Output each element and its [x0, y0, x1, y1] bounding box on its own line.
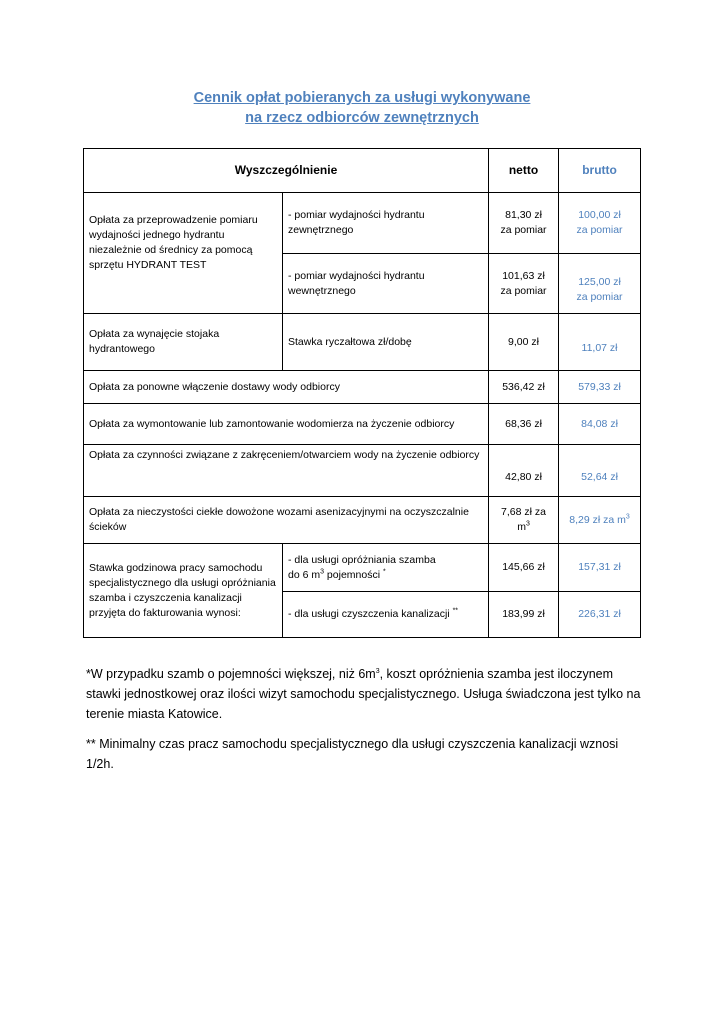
hydrant-external-brutto: [559, 193, 641, 254]
samochod-sub1-line2: [288, 568, 483, 583]
footnote-1: [86, 664, 646, 724]
wodomierz-brutto: 84,08 zł: [559, 404, 641, 445]
stojak-netto: 9,00 zł: [489, 314, 559, 371]
table-row: [84, 445, 641, 497]
samochod-netto2: 183,99 zł: [489, 592, 559, 638]
samochod-sub2-label: - dla usługi czyszczenia kanalizacji: [288, 608, 453, 620]
header-brutto: brutto: [559, 149, 641, 193]
samochod-netto1: 145,66 zł: [489, 544, 559, 592]
samochod-sub1-c: pojemności: [324, 568, 383, 581]
hydrant-internal-brutto: [559, 254, 641, 314]
hydrant-internal-brutto-unit: za pomiar: [576, 291, 623, 303]
hydrant-internal-label: - pomiar wydajności hydrantu wewnętrznego: [283, 254, 489, 314]
nieczystosci-brutto-value: 8,29 zł za m: [569, 513, 626, 526]
nieczystosci-netto: [489, 497, 559, 544]
stojak-brutto: 11,07 zł: [559, 314, 641, 371]
table-row: [84, 404, 641, 445]
nieczystosci-netto-sup: 3: [525, 520, 530, 528]
samochod-sub1-line1: - dla usługi opróżniania szamba: [288, 553, 436, 566]
table-row: [84, 497, 641, 544]
nieczystosci-label: Opłata za nieczystości ciekłe dowożone wozami asenizacyjnymi na oczyszczalnie ścieków: [84, 497, 489, 544]
nieczystosci-netto-value: 7,68 zł za m: [501, 506, 546, 533]
zakrecenie-netto: 42,80 zł: [489, 445, 559, 497]
hydrant-test-label: Opłata za przeprowadzenie pomiaru wydajności jednego hydrantu niezależnie od średnicy za pomocą sprzętu HYDRANT TEST: [84, 193, 283, 314]
wodomierz-netto: 68,36 zł: [489, 404, 559, 445]
zakrecenie-brutto: 52,64 zł: [559, 445, 641, 497]
samochod-sub1-star: *: [382, 568, 386, 575]
hydrant-external-netto: [489, 193, 559, 254]
wodomierz-label: Opłata za wymontowanie lub zamontowanie wodomierza na życzenie odbiorcy: [84, 404, 489, 445]
footnote-2: ** Minimalny czas pracz samochodu specjalistycznego dla usługi czyszczenia kanalizacji wznosi 1/2h.: [86, 737, 619, 771]
table-row: [84, 314, 641, 371]
page-title: [0, 88, 724, 128]
nieczystosci-brutto: [559, 497, 641, 544]
hydrant-internal-brutto-value: 125,00 zł: [578, 276, 621, 288]
table-header-row: [84, 149, 641, 193]
header-netto: netto: [489, 149, 559, 193]
price-table: [83, 148, 641, 638]
nieczystosci-brutto-sup: 3: [625, 513, 630, 520]
table-row: [84, 371, 641, 404]
hydrant-external-brutto-value: 100,00 zł: [578, 209, 621, 221]
samochod-brutto1: 157,31 zł: [559, 544, 641, 592]
page-title-line-2: na rzecz odbiorców zewnętrznych: [245, 110, 479, 126]
samochod-sub2-star: **: [452, 607, 459, 615]
footnote-1-a: *W przypadku szamb o pojemności większej, niż 6m: [86, 667, 376, 681]
page-title-line-1: Cennik opłat pobieranych za usługi wykonywane: [193, 90, 531, 106]
hydrant-internal-netto-value: 101,63 zł: [502, 269, 545, 282]
samochod-sub1-sup: 3: [320, 568, 325, 575]
table-row: [84, 544, 641, 592]
zakrecenie-label: Opłata za czynności związane z zakręceniem/otwarciem wody na życzenie odbiorcy: [84, 445, 489, 497]
wlaczenie-label: Opłata za ponowne włączenie dostawy wody odbiorcy: [84, 371, 489, 404]
hydrant-external-netto-value: 81,30 zł: [505, 209, 542, 221]
hydrant-internal-netto-unit: za pomiar: [500, 284, 547, 297]
table-row: [84, 193, 641, 254]
stojak-label: Opłata za wynajęcie stojaka hydrantowego: [84, 314, 283, 371]
samochod-brutto2: 226,31 zł: [559, 592, 641, 638]
footnote-1-b: , koszt opróżnienia szamba jest iloczynem stawki jednostkowej oraz ilości wizyt samochodu specjalistycznego. Usługa świadczona jest tylko na terenie miasta Katowice.: [86, 667, 641, 721]
wlaczenie-brutto: 579,33 zł: [559, 371, 641, 404]
wlaczenie-netto: 536,42 zł: [489, 371, 559, 404]
hydrant-external-label: - pomiar wydajności hydrantu zewnętrznego: [283, 193, 489, 254]
hydrant-internal-netto: [489, 254, 559, 314]
hydrant-external-netto-unit: za pomiar: [500, 224, 547, 236]
header-desc: Wyszczególnienie: [84, 149, 489, 193]
samochod-sub1-b: do 6 m: [288, 568, 321, 581]
samochod-sub1: [283, 544, 489, 592]
samochod-label: Stawka godzinowa pracy samochodu specjalistycznego dla usługi opróżniania szamba i czyszczenia kanalizacji przyjęta do fakturowania wynosi:: [84, 544, 283, 638]
footnote-1-sup: 3: [375, 667, 380, 675]
samochod-sub2: [283, 592, 489, 638]
hydrant-external-brutto-unit: za pomiar: [576, 224, 623, 236]
stojak-sub-label: Stawka ryczałtowa zł/dobę: [283, 314, 489, 371]
